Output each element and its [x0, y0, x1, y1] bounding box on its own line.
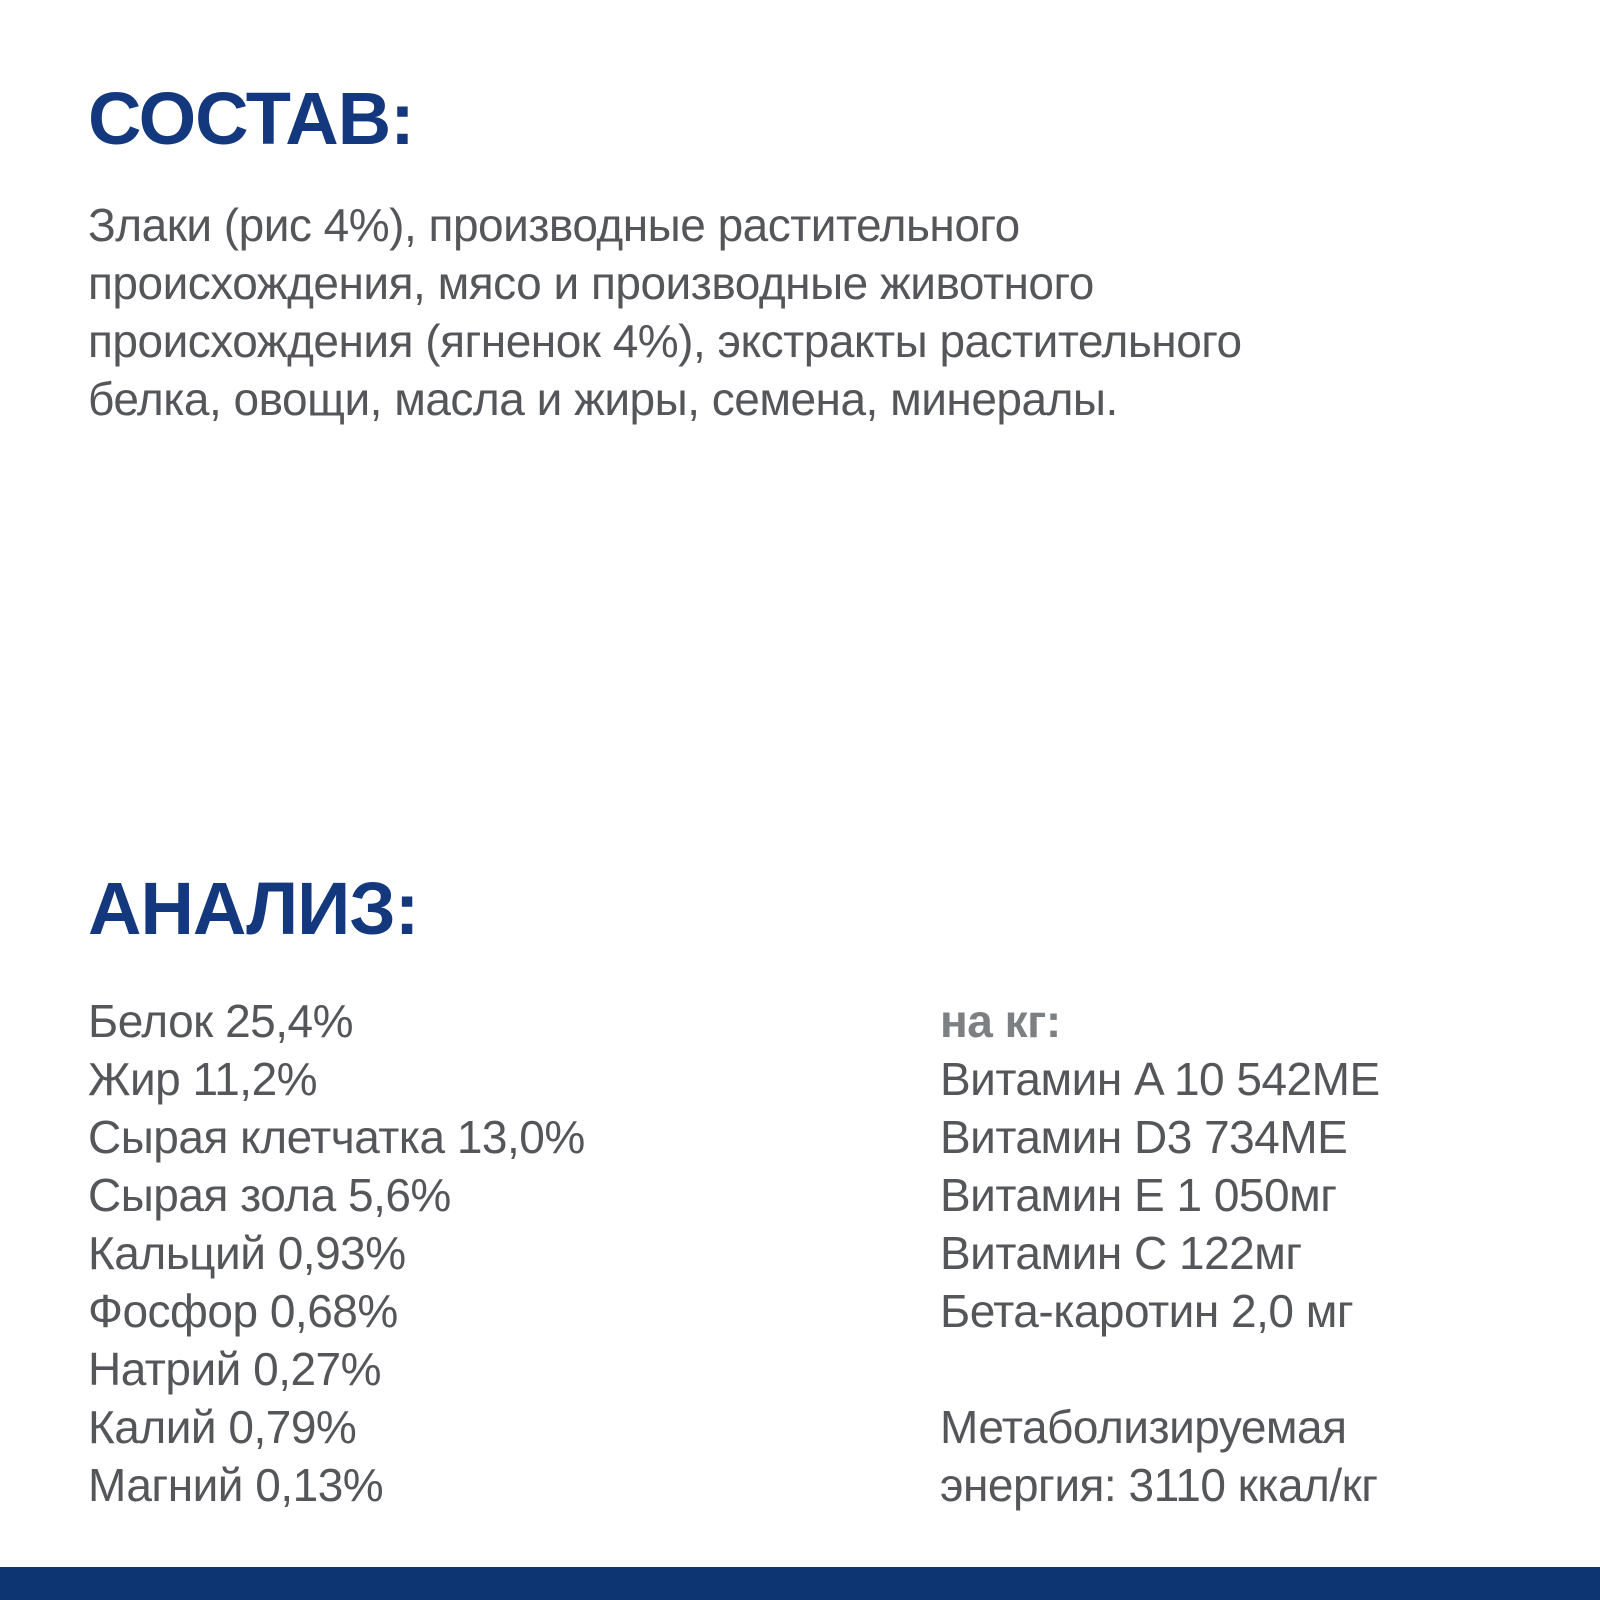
vitamin-row: Витамин A 10 542МЕ: [940, 1053, 1380, 1105]
nutrient-row: Калий 0,79%: [88, 1401, 357, 1453]
composition-line: Злаки (рис 4%), производные растительного: [88, 199, 1020, 251]
vitamin-row: Витамин D3 734МЕ: [940, 1111, 1348, 1163]
nutrient-row: Сырая клетчатка 13,0%: [88, 1111, 585, 1163]
vitamin-row: Витамин C 122мг: [940, 1227, 1302, 1279]
analysis-vitamins-column: [940, 992, 1380, 1514]
composition-heading: СОСТАВ:: [88, 77, 414, 160]
per-kg-label: на кг:: [940, 995, 1061, 1047]
vitamin-row: Витамин E 1 050мг: [940, 1169, 1337, 1221]
vitamin-row: Бета-каротин 2,0 мг: [940, 1285, 1354, 1337]
composition-line: белка, овощи, масла и жиры, семена, минералы.: [88, 373, 1118, 425]
nutrient-row: Кальций 0,93%: [88, 1227, 406, 1279]
energy-line: энергия: 3110 ккал/кг: [940, 1459, 1378, 1511]
composition-text: [88, 196, 1508, 428]
nutrient-row: Фосфор 0,68%: [88, 1285, 398, 1337]
composition-line: происхождения (ягненок 4%), экстракты растительного: [88, 315, 1242, 367]
energy-line: Метаболизируемая: [940, 1401, 1347, 1453]
nutrient-row: Белок 25,4%: [88, 995, 354, 1047]
spacer-row: [940, 1340, 1380, 1398]
analysis-nutrients-column: [88, 992, 585, 1514]
nutrient-row: Магний 0,13%: [88, 1459, 384, 1511]
nutrient-row: Сырая зола 5,6%: [88, 1169, 451, 1221]
analysis-heading: АНАЛИЗ:: [88, 867, 419, 950]
composition-line: происхождения, мясо и производные животного: [88, 257, 1094, 309]
nutrient-row: Натрий 0,27%: [88, 1343, 382, 1395]
footer-bar: [0, 1567, 1600, 1600]
nutrient-row: Жир 11,2%: [88, 1053, 318, 1105]
